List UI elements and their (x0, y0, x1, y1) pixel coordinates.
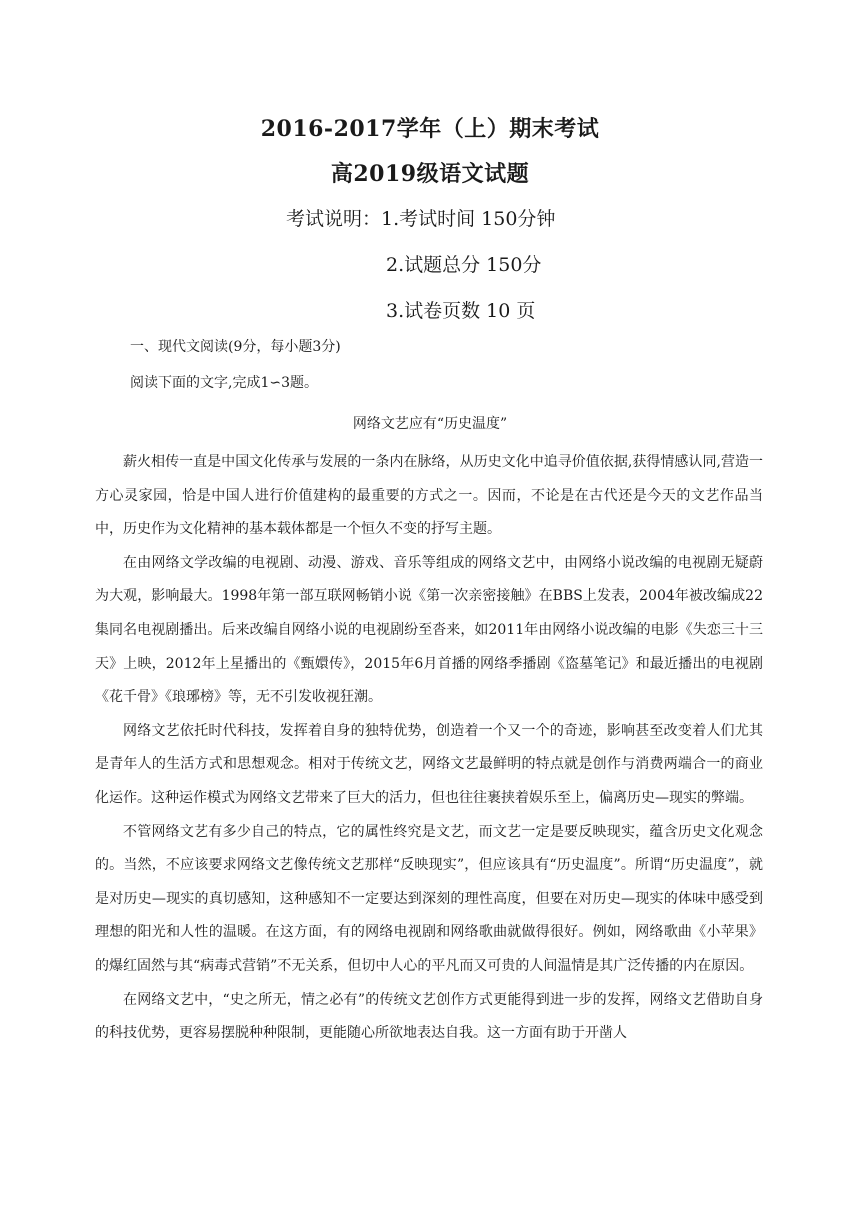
article-paragraph: 薪火相传一直是中国文化传承与发展的一条内在脉络，从历史文化中追寻价值依据,获得情感认同,营造一方心灵家园，恰是中国人进行价值建构的最重要的方式之一。因而，不论是在古代还是今天的文艺作品当中，历史作为文化精神的基本载体都是一个恒久不变的抒写主题。 (95, 454, 763, 538)
article-paragraph: 在网络文艺中，“史之所无，情之必有”的传统文艺创作方式更能得到进一步的发挥，网络文艺借助自身的科技优势，更容易摆脱种种限制，更能随心所欲地表达自我。这一方面有助于开凿人 (95, 991, 763, 1042)
article-body (95, 446, 763, 1051)
exam-title: 2016-2017学年（上）期末考试 (260, 116, 600, 142)
article-paragraph: 在由网络文学改编的电视剧、动漫、游戏、音乐等组成的网络文艺中，由网络小说改编的电视剧无疑蔚为大观，影响最大。1998年第一部互联网畅销小说《第一次亲密接触》在BBS上发表，2004年被改编成22集同名电视剧播出。后来改编自网络小说的电视剧纷至沓来，如2011年由网络小说改编的电影《失恋三十三天》上映，2012年上星播出的《甄嬛传》，2015年6月首播的网络季播剧《盗墓笔记》和最近播出的电视剧《花千骨》《琅琊榜》等，无不引发收视狂潮。 (95, 554, 763, 706)
article-paragraph: 网络文艺依托时代科技，发挥着自身的独特优势，创造着一个又一个的奇迹，影响甚至改变着人们尤其是青年人的生活方式和思想观念。相对于传统文艺，网络文艺最鲜明的特点就是创作与消费两端合一的商业化运作。这种运作模式为网络文艺带来了巨大的活力，但也往往裹挟着娱乐至上，偏离历史—现实的弊端。 (95, 722, 763, 806)
exam-instruction-time: 考试说明：1.考试时间 150分钟 (286, 208, 556, 230)
exam-subtitle: 高2019级语文试题 (330, 161, 530, 187)
article-paragraph: 不管网络文艺有多少自己的特点，它的属性终究是文艺，而文艺一定是要反映现实，蕴含历史文化观念的。当然，不应该要求网络文艺像传统文艺那样“反映现实”，但应该具有“历史温度”。所谓“历史温度”，就是对历史—现实的真切感知，这种感知不一定要达到深刻的理性高度，但要在对历史—现实的体味中感受到理想的阳光和人性的温暖。在这方面，有的网络电视剧和网络歌曲就做得很好。例如，网络歌曲《小苹果》的爆红固然与其“病毒式营销”不无关系，但切中人心的平凡而又可贵的人间温情是其广泛传播的内在原因。 (95, 823, 763, 974)
exam-instruction-pages: 3.试卷页数 10 页 (386, 300, 536, 322)
section-directive: 阅读下面的文字,完成1∽3题。 (130, 375, 318, 391)
section-heading: 一、现代文阅读(9分，每小题3分) (130, 339, 341, 355)
article-title: 网络文艺应有“历史温度” (352, 416, 508, 432)
exam-instruction-score: 2.试题总分 150分 (386, 254, 542, 276)
